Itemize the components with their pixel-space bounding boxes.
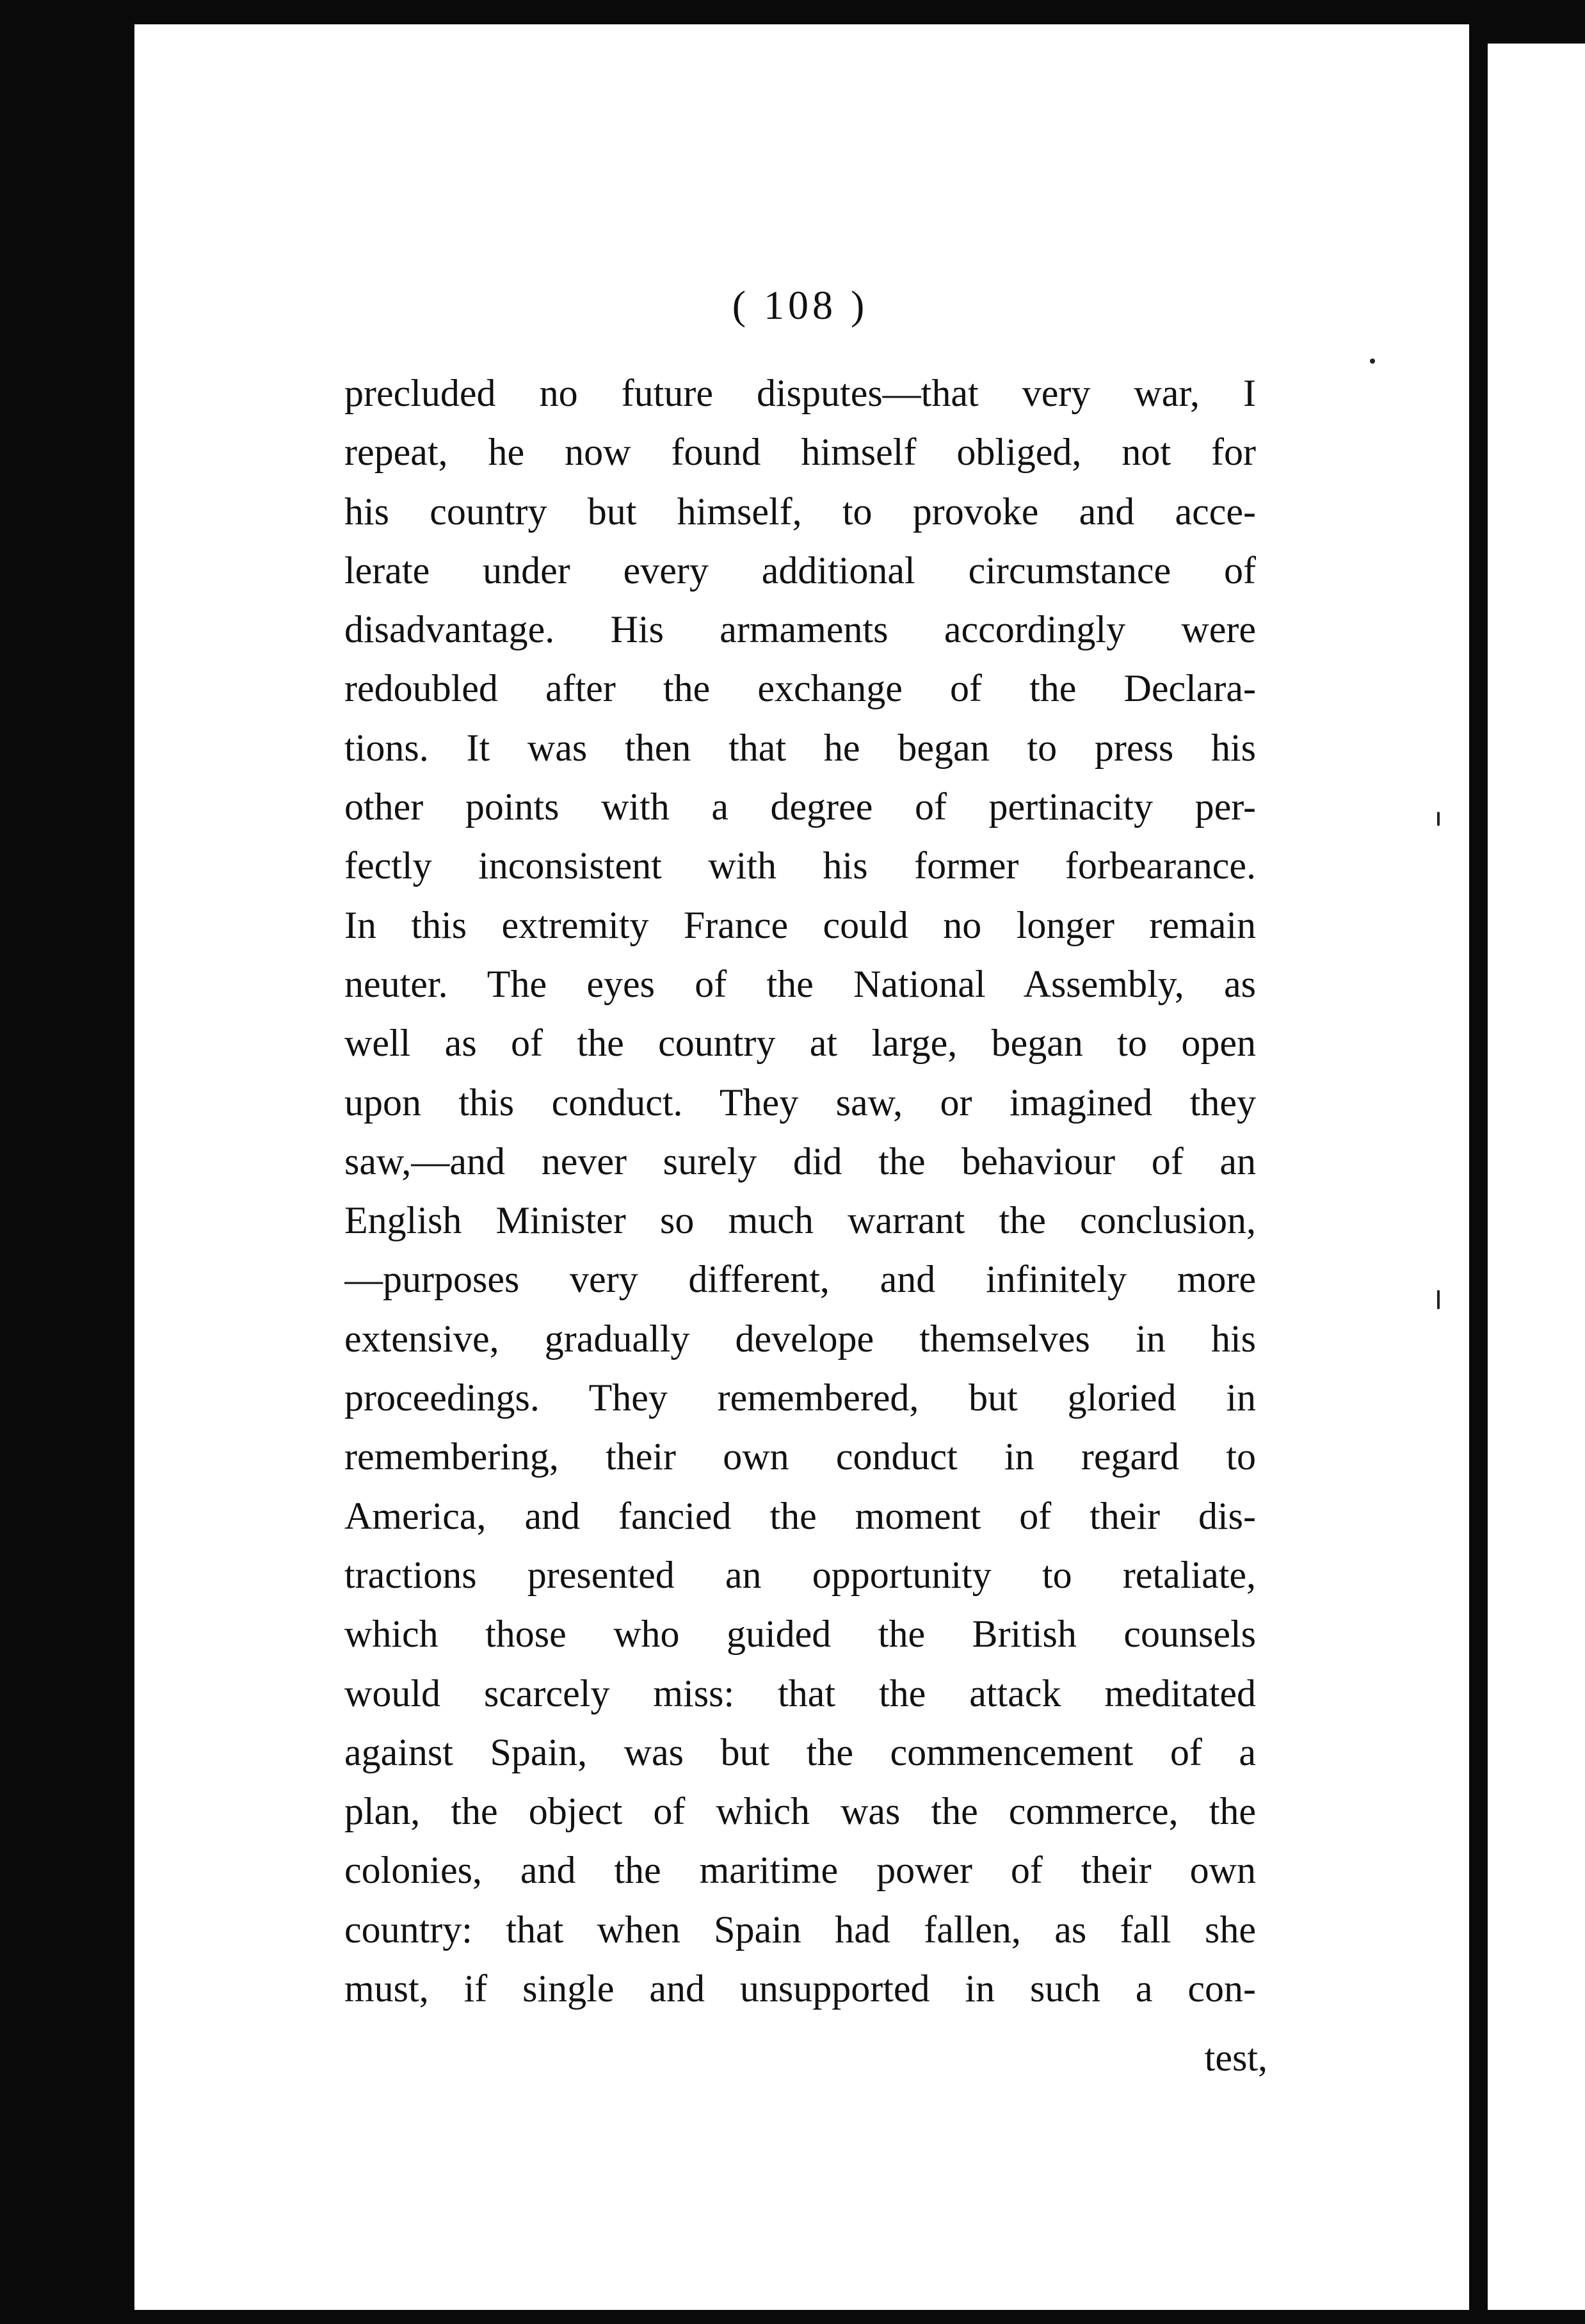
text-line: —purposes very different, and infinitely more — [344, 1258, 1256, 1301]
text-line: his country but himself, to provoke and acce- — [344, 490, 1256, 533]
ink-speck — [1437, 812, 1440, 826]
text-line: well as of the country at large, began to open — [344, 1022, 1256, 1065]
page-number: ( 108 ) — [732, 282, 869, 328]
text-line: which those who guided the British counsels — [344, 1613, 1256, 1656]
text-line: upon this conduct. They saw, or imagined they — [344, 1081, 1256, 1124]
text-line: precluded no future disputes—that very war, I — [344, 372, 1256, 414]
text-line: repeat, he now found himself obliged, not for — [344, 431, 1256, 474]
text-line: tractions presented an opportunity to retaliate, — [344, 1553, 1256, 1596]
catchword: test, — [1204, 2037, 1267, 2079]
ink-speck — [1370, 359, 1375, 364]
text-line: extensive, gradually develope themselves in his — [344, 1317, 1256, 1360]
text-line: would scarcely miss: that the attack meditated — [344, 1672, 1256, 1715]
text-line: saw,—and never surely did the behaviour of an — [344, 1140, 1256, 1182]
ink-speck — [1437, 1290, 1440, 1309]
text-line: other points with a degree of pertinacity per- — [344, 786, 1256, 828]
text-line: lerate under every additional circumstance of — [344, 549, 1256, 592]
text-line: plan, the object of which was the commerce, the — [344, 1790, 1256, 1833]
text-line: remembering, their own conduct in regard to — [344, 1435, 1256, 1478]
text-line: redoubled after the exchange of the Declara- — [344, 667, 1256, 710]
text-line: colonies, and the maritime power of their own — [344, 1849, 1256, 1892]
text-line: America, and fancied the moment of their dis- — [344, 1494, 1256, 1537]
gutter-shadow — [1472, 44, 1488, 2310]
text-line: In this extremity France could no longer remain — [344, 903, 1256, 946]
text-line: fectly inconsistent with his former forbearance. — [344, 844, 1256, 887]
facing-page-edge — [1472, 44, 1585, 2310]
text-line: country: that when Spain had fallen, as fall she — [344, 1908, 1256, 1951]
body-text — [344, 364, 1256, 2018]
text-line: must, if single and unsupported in such a con- — [344, 1967, 1256, 2010]
text-line: neuter. The eyes of the National Assembly, as — [344, 962, 1256, 1005]
text-line: tions. It was then that he began to press his — [344, 726, 1256, 769]
text-line: proceedings. They remembered, but gloried in — [344, 1376, 1256, 1419]
text-line: English Minister so much warrant the conclusion, — [344, 1199, 1256, 1242]
text-line: against Spain, was but the commencement of a — [344, 1731, 1256, 1773]
text-line: disadvantage. His armaments accordingly were — [344, 608, 1256, 651]
